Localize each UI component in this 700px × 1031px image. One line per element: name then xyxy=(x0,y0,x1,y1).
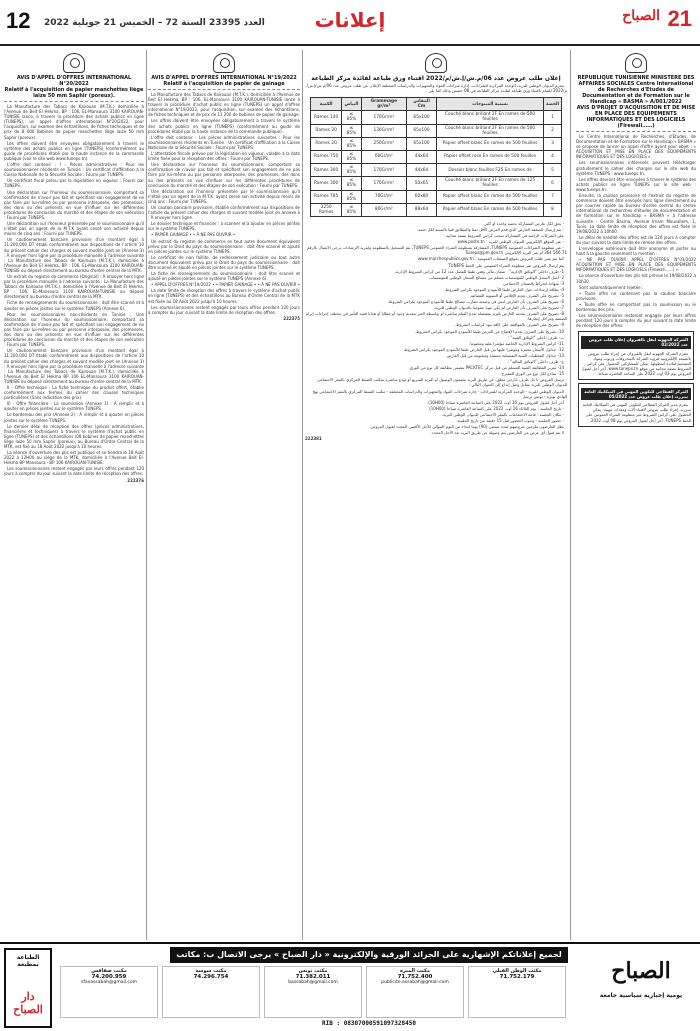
office-title: مكتب الوطن القبلي xyxy=(492,968,542,974)
paragraph: 4- بطاقة إرشادات حول العارض طبقا للأنموذج الموجود بكراس الشروط. xyxy=(444,286,564,292)
paragraph: Un extrait du registre de commerce (Original) : À envoyer hors ligne par la procédure manuelle à l'adresse suivante : La Manufacture des Tabacs de Kairouan (M.T.K.), domiciliée à l'Avenue de Beit El Hekma, BP : 106, EL-Mansoura 3100 KAIROUAN-TUNISIE ou déposé directement au bureau d'ordre central de la MTK. xyxy=(4,274,144,300)
table-cell: 88x64 xyxy=(406,203,436,216)
paragraph: L'attestation fiscale prévue par la législation en vigueur, valable à la date limite fixée pour la réception des offres : Fourni par TUNEPS. xyxy=(148,151,300,162)
table-cell: 130Gr/m² xyxy=(361,124,406,137)
table-cell: 80Gr/m² xyxy=(361,203,406,216)
emblem-icon xyxy=(63,53,85,73)
office-card xyxy=(264,966,362,1018)
table-cell: 3 xyxy=(543,137,561,150)
paragraph: Sont automatiquement rejetée : xyxy=(579,284,644,290)
emblem-icon xyxy=(425,53,447,73)
paragraph: L'offre doit contenir : Les pièces administratives suivantes : Pour les soumissionnaires résidents en Tunisie : Un certificat d'affiliation à la Caisse Nationale de la Sécurité Sociale : Fourni par TUNEPS. xyxy=(148,134,300,150)
paragraph: Une déclaration sur l'honneur du soumissionnaire, comportant sa confirmation de n'avoir pas fait et spécifiant son engagement de ne pas faire par lui-même ou par personne interposée, des promesses, des dons ou des présents en vue d'influer sur les différentes procédures de conclusion du marché et des étapes de son exécution : Fourni par TUNEPS. xyxy=(4,189,144,220)
paragraph: Pour les soumissionnaires non-résidents en Tunisie : Une déclaration sur l'honneur du soumissionnaire, comportant sa confirmation de n'avoir pas fait et spécifiant son engagement de ne pas faire par lui-même ou par personne interposée, des promesses, des dons ou des présents en vue d'influer sur les différentes procédures de conclusion du marché et des étapes de son exécution : Fourni par TUNEPS. xyxy=(4,311,144,348)
table-cell: 70Gr/m² xyxy=(361,190,406,203)
paragraph: الديوان الوطني للبريد - الوحدة المركزية للشراءات - إدارة شراءات المواد والتجهيزات والدراسات المختلفة - مكتب الضبط المركزي بالمقر الاجتماعي نهج الهادي نويرة - تونس ترسل xyxy=(312,388,567,399)
table-cell: 44x64 xyxy=(406,150,436,163)
paragraph: Les soumissionnaires resteront engagés par leurs offres pendant 120 jours à compter du jour suivant la date limite de réception des offres. xyxy=(576,313,696,329)
paragraph: يظل العارضون ملزمين بعروضهم لمدة تسعين (90) يوما ابتداء من اليوم الموالي للأجل الأقصى المحدد لقبول العروض. xyxy=(369,424,564,430)
table-row xyxy=(311,111,562,124)
table-row xyxy=(311,190,562,203)
ad-text: يعتزم مدير المركز القطاعي للتكوين المهني في الميكانيك العامة ببنزرت إجراء طلب عروض لاقتناء آلات ومعدات مهنية. يمكن الحصول على كراس الشروط عبر منظومة الشراء العمومي على الخط TUNEPS. آخر أجل لقبول العروض يوم 08 أوت 2022. xyxy=(582,402,691,423)
office-title: مكتب تونس xyxy=(298,968,328,974)
paragraph: • APPEL D'OFFRES N°19/2022 • • PAPIER GAINAGE • • À NE PAS OUVRIR • xyxy=(151,282,300,288)
column-divider xyxy=(570,50,571,940)
paragraph: Le bordereau des prix (Annexe 2) : À remplir et à ajouter en pièces jointes sur le système TUNEPS. xyxy=(4,412,144,423)
paragraph: Les offres devront être envoyées à travers le système des achats publics en ligne TUNEPS sur le site web : www.tuneps.tn. xyxy=(576,176,696,192)
paragraph: La séance d'ouverture des plis est prévue le 19/08/2022 à 10h30. xyxy=(576,273,696,284)
paragraph: Un certificat fiscal prévu par la législation en vigueur : Fourni par TUNEPS. xyxy=(4,178,144,189)
paragraph: La date limite de réception des offres à travers le système d'achat public en ligne (TUNEPS) et des échantillons au Bureau d'Ordre Central de la MTK est fixée au 18 Août 2022 jusqu'à 10 heures. xyxy=(148,288,300,304)
logo-tag: الطباعة بمطبعة xyxy=(16,954,40,968)
office-title: مكتب صفاقس xyxy=(91,968,127,974)
paragraph: 10- تصريح على الشرف بعدم الإفصاح عن العرض طبقا للأنموذج الموجود بكراس الشروط. xyxy=(414,328,564,334)
office-phone: 71.752.400 xyxy=(397,974,433,980)
table-row xyxy=(311,124,562,137)
paragraph: L'enveloppe extérieure doit être anonyme et porter au haut à la gauche seulement la mention : xyxy=(576,245,696,257)
paragraph: Fiche de renseignements du soumissionnaire : doit être scanné et à ajouter en pièces jointes sur le système TUNEPS (Annexe 6). xyxy=(4,300,144,311)
table-cell: 1 xyxy=(543,111,561,124)
transport-ad xyxy=(578,331,694,380)
table-header-cell: الحصة xyxy=(543,98,561,111)
paragraph: Une déclaration sur l'honneur présentée par le soumissionnaire qu'il n'était pas un agent de la M.T.K. ayant cessé son activité depuis moins de cinq ans : Fourni par TUNEPS. xyxy=(148,188,300,204)
paragraph: L'offre doit contenir : I - Pièces administratives : Pour les soumissionnaires résidents en Tunisie : Un certificat d'affiliation à la Caisse Nationale de la Sécurité Sociale : Fourni par TUNEPS. xyxy=(4,162,144,178)
table-header-cell: تسمية المنتوجات xyxy=(437,98,544,111)
lots-table xyxy=(310,97,562,217)
table-cell: ≥ 85% xyxy=(342,164,362,177)
training-center-ad xyxy=(578,383,694,427)
notice-body xyxy=(148,92,300,315)
page-header xyxy=(0,0,700,46)
table-cell: 3250 Rames xyxy=(311,203,342,216)
paragraph: - يتم إرسال الصفقة العارض الذي قدم العرض الأقل ثمنا والمطابق فنيا بالنسبة لكل حصة. xyxy=(416,226,564,232)
table-cell: ≥ 85% xyxy=(342,177,362,190)
tender-notice-06-2022 xyxy=(305,50,567,940)
newspaper-logo: الصباح xyxy=(622,8,660,24)
office-email: publicite.assabah@gmail.com xyxy=(381,980,449,985)
notice-subtitle: Relatif à l'acquisition de papier manchettes liège laize 50 mm Saphir (poreux). xyxy=(4,87,144,99)
table-cell: 300 Rames xyxy=(311,164,342,177)
table-cell: Papier offset rose En rames de 500 feuilles xyxy=(437,150,544,163)
table-cell: ≥ 85% xyxy=(342,150,362,163)
table-cell: ≥ 85% xyxy=(342,190,362,203)
paragraph: 14- تقرير المطابقة الفنية المسلم من قبل مركز PACKTEC يتضمن مطابقة كل نوع من الورق. xyxy=(408,365,564,371)
paragraph: - مكان الجلسة : قاعة الاجتماعات بالمقر الاجتماعي للديوان الوطني للبريد. xyxy=(441,411,564,417)
paragraph: 15- نماذج لكل نوع من الورق المقترح. xyxy=(500,371,564,377)
tender-notice-19-2022 xyxy=(148,50,300,940)
office-email: bassabah@gmail.com xyxy=(288,980,338,985)
left-footer-logo xyxy=(4,948,52,1028)
paragraph: كما يتم نشر طلب العروض بموقع الصفقات العمومية : www.marchespublics.gov.tn xyxy=(418,256,564,262)
table-row xyxy=(311,203,562,216)
table-cell: 170Gr/m² xyxy=(361,177,406,190)
ad-title: المركز القطاعي للتكوين المهني في الميكانيك العامة ببنزرت إعلان طلب عروض عدد 05/2022 xyxy=(581,388,691,400)
table-cell: 60x80 xyxy=(406,190,436,203)
table-cell: ≥ 85% xyxy=(342,203,362,216)
paragraph: Le dossier technique et financier : à scanner et à ajouter en pièces jointes sur le système TUNEPS. xyxy=(148,221,300,232)
paragraph: على الشركات الراغبة في المشاركة سحب كراس الشروط بصفة مجانية : xyxy=(443,233,564,239)
office-phone: 74.200.959 xyxy=(91,974,127,980)
paragraph: Les soumissionnaires intéressés peuvent télécharger gratuitement le cahier des charges sur le site web du système TUNEPS : www.tuneps.tn. xyxy=(576,160,696,176)
table-cell: 170Gr/m² xyxy=(361,111,406,124)
paragraph: La Manufacture des Tabacs de Kairouan (M.T.K.) domiciliée à l'Avenue de Beit El Hekma, BP : 106, EL-Mansoura 3100 KAIROUAN-TUNISIE lance, à travers la procédure des achats publics en ligne (TUNEPS), un appel d'offres international N°20/2022, pour l'acquisition, sur examen des échantillons, de fiches techniques et de prix de 8 000 Bobines de papier manchettes liège laize 50 mm Saphir (poreux). xyxy=(4,104,144,140)
table-body xyxy=(311,111,562,217)
table-cell: 65x100 xyxy=(406,137,436,150)
paragraph: يتم إرسال العروض عبر منظومة الشراء العمومي على الخط TUNEPS xyxy=(448,262,564,268)
footer-code: 222376 xyxy=(127,477,144,483)
table-cell: 20 Rames xyxy=(311,137,342,150)
table-cell: 140 Rames xyxy=(311,111,342,124)
table-row xyxy=(311,177,562,190)
table-cell: 8 xyxy=(543,203,561,216)
notice-intro: يعتزم الديوان الوطني للبريد، الوحدة المركزية للشراءات، إدارة شراءات المواد والتجهيزات والدراسات المختلفة الإعلان عن طلب عروض عدد 06/م.ش/إ.ش/م/2022 للقيام باقتناء ورق طباعة لفائدة مركز الطباعة في 08 حصص وذلك كما يلي : xyxy=(306,83,567,94)
emblem-icon xyxy=(625,53,647,73)
table-cell: 65x100 xyxy=(406,124,436,137)
column-divider xyxy=(146,50,147,940)
paragraph: - عبر الموقع الإلكتروني للديوان الوطني للبريد : www.poste.tn xyxy=(457,239,564,245)
page-number: 12 xyxy=(6,8,31,33)
table-cell: 250Gr/m² xyxy=(361,137,406,150)
paragraph: ج- ظرف داخلي "الوثائق المالية" : xyxy=(507,359,564,365)
paragraph: 11- كراس الشروط الإدارية الخاصة مؤشرا عليه ومختوما. xyxy=(469,340,564,346)
paragraph: Un caution bancaire provisoire, établie conformément aux dispositions de l'article du présent cahier des charges et suivant modèle joint en annexe à : À envoyer hors ligne. xyxy=(148,204,300,221)
paragraph: 9- تصريح على الشرف بالموافقة على كافة بنود كراسات الشروط. xyxy=(454,322,564,328)
paragraph: - تاريخ الجلسة : يوم الثلاثاء 16 أوت 2022 على الساعة العاشرة صباحا (10H00). xyxy=(427,405,564,411)
table-cell: 60Gr/m² xyxy=(361,150,406,163)
paragraph: La séance d'ouverture des plis est publique et se tiendra le 18 Août 2022 à 12H00 au siège de la MTK, domiciliée à l'Avenue Beit El-Hekma BP Mansoura - BP 106 KAIROUAN-TUNISIE. xyxy=(4,450,144,466)
paragraph: - يحق لكل عارض المشاركة بحصة واحدة أو أكثر. xyxy=(483,220,564,226)
tender-notice-20-2022 xyxy=(4,50,144,940)
paragraph: Les soumissionnaires restent engagés par leurs offres pendant 120 jours à compter du jour suivant la date limite de réception des offres. xyxy=(148,304,300,315)
paragraph: 6- تصريح على الشرف بأن العارض ليس في وضعية تضارب مصالح طبقا للأنموذج الموجود بكراس الشروط. xyxy=(387,299,564,305)
table-cell: 6 xyxy=(543,177,561,190)
notice-body xyxy=(305,221,567,435)
office-email: sfaxassabah@gmail.com xyxy=(80,980,138,985)
divider xyxy=(576,131,696,132)
office-card xyxy=(162,966,260,1018)
page-number-right: 21 xyxy=(667,6,692,31)
table-header-cell: البياض xyxy=(342,98,362,111)
paragraph: Le dernier délai de réception des offres (pièces administratives, financières et techniques) à travers le système d'achat public en ligne (TUNEPS) et des échantillons (08 bobines de papier manchettes liège laize 50 mm Saphir (poreux), au Bureau d'Ordre Central de la MTK, est fixé au 18 Août 2022 jusqu'à 10 heures. xyxy=(4,423,144,449)
table-cell: Papier offset blanc En rames de 500 feuilles xyxy=(437,203,544,216)
divider xyxy=(4,101,144,102)
table-cell: 2 xyxy=(543,124,561,137)
paragraph: - عبر منظومة الشراءات العمومية TUNEPS، المشاركة بمنظومة الشراء العمومي TUNEPS، يتم التسجيل بالمنظومة ولمزيد الإرشادات يرجى الاتصال بالرقم 71 566 364 أو عبر البريد الإلكتروني Tuneps@pm.gov.tn xyxy=(306,245,567,256)
paragraph: Les offres doivent être envoyées obligatoirement à travers le système des achats publics en ligne (TUNEPS) (conformément au guide de procédures établi par la haute instance de la commande publique (voir le site web www.tuneps.tn). xyxy=(4,140,144,161)
office-title: مكتب المنزه xyxy=(399,968,431,974)
office-card xyxy=(366,966,464,1018)
logo-text: الصباح xyxy=(611,958,671,984)
logo-tag: يومية إخبارية سياسية جامعة xyxy=(599,992,683,999)
paragraph: Le Centre International de Recherches, d'Etudes, de Documentation et de Formation sur le Handicap « BASMA » se propose de lancer un appel d'offre ayant pour objet : « ACQUISITION ET MISE EN PLACE DES EQUIPEMENTS INFORMATIQUES ET DES LOGICIELS ». xyxy=(576,134,696,160)
notice-title: REPUBLIQUE TUNISIENNE MINISTERE DES AFFAIRES SOCIALES Centre International de Recherches d'Etudes de Documentation et de Formation sur le Handicap « BASMA » A/001/2022 xyxy=(577,75,695,105)
paragraph: 12- جداول الأسعار معمرة ومؤشرا عليها من قبل العارض طبقا للأنموذج الموجود بكراس الشروط. xyxy=(402,346,564,352)
table-cell: Dossier blanc feuilles F25 En rames de xyxy=(437,164,544,177)
right-notices xyxy=(576,50,696,940)
table-cell: 65x100 xyxy=(406,111,436,124)
table-cell: ≥ 85% xyxy=(342,124,362,137)
notice-title: إعلان طلب عروض عدد 06/م.ش/إ.ش/م/2022 اقتناء ورق طباعة لفائدة مركز الطباعة xyxy=(311,75,561,82)
paragraph: Un cautionnement bancaire provisoire d'un montant égal à 11.200,000 DT établi conformément aux dispositions de l'article 10 du présent cahier des charges et suivant modèle joint en (Annexe 3) : À envoyer hors ligne par la procédure manuelle à l'adresse suivante : La Manufacture des Tabacs de Kairouan (M.T.K.), domiciliée à l'Avenue de Beit El Hekma BP 106 EL-Mansoura 3100 KAIROUAN-TUNISIE ou déposé directement au bureau d'ordre central de la MTK. xyxy=(4,348,144,384)
paragraph: Un cautionnement bancaire provisoire d'un montant égal à 11.200,000 DT établi conformément aux dispositions de l'article 10 du présent cahier des charges et suivant modèle joint en (Annexe 3) : À envoyer hors ligne par la procédure manuelle à l'adresse suivante : La Manufacture des Tabacs de Kairouan (M.T.K.), domiciliée à l'Avenue de Beit El Hekma, BP : 106, EL-Mansoura 3100 KAIROUAN-TUNISIE ou déposé directement au bureau d'ordre central de la MTK. xyxy=(4,237,144,273)
table-row xyxy=(311,164,562,177)
paragraph: لا يتم قبول أي عرض من العارضين يتم وصوله عن طريق البريد بعد الأجل المحدد. xyxy=(430,430,564,436)
table-cell: Couché blanc brillant 2F En rames de 500 feuilles xyxy=(437,111,544,124)
office-card xyxy=(468,966,566,1018)
paragraph: 8- تصريح على الشرف يقدمه العارض يلتزم بمقتضاه بعدم القيام مباشرة أو بواسطة الغير بتقديم وعود أو عطايا أو هدايا قصد التأثير في مختلف إجراءات إبرام الصفقة ومراحل إنجازها. xyxy=(305,311,567,322)
paragraph: • Toute offre ne contenant pas la caution bancaire provisoire. xyxy=(576,290,696,301)
paragraph: « NE PAS OUVRIR APPEL D'OFFRES N°03/2022 ACQUISITION ET MISE EN PLACE DES EQUIPEMENTS INFORMATIQUES ET DES LOGICIELS (Firewall……) ». xyxy=(576,257,696,273)
table-cell: Couché blanc brillant 2F En rames de 125 feuilles xyxy=(437,177,544,190)
office-card xyxy=(60,966,158,1018)
table-cell: ≥ 85% xyxy=(342,111,362,124)
paragraph: ب- ظرف داخلي "الوثائق الفنية" : xyxy=(507,334,564,340)
table-cell: ≥ 85% xyxy=(342,137,362,150)
paragraph: آخر أجل لقبول العروض يوم 16 أوت 2022 على الساعة العاشرة صباحا (10H00). xyxy=(426,399,564,405)
paragraph: Ensuite, la caution provisoire et l'extrait du registre de commerce doivent être envoyés hors ligne directement ou par courrier rapide au bureau d'ordre central du centre international de recherches d'études de documentation et de formation sur le handicap « BASMA » à l'adresse suivante : Centre Basma, Avenue Imam Mousallem, 1, Tunis. La date limite de réception des offres est fixée le 19/08/2022 à 10h00. xyxy=(576,193,696,234)
table-cell: 5 xyxy=(543,164,561,177)
table-cell: 785 Rames xyxy=(311,190,342,203)
office-phone: 74.296.754 xyxy=(193,974,229,980)
issue-date: العدد 23395 السنة 72 – الخميس 21 جويلية 2022 xyxy=(44,18,265,28)
emblem-icon xyxy=(213,53,235,73)
footer-code: 222375 xyxy=(283,315,300,321)
ad-title: الشركة الجهوية لنقل بالقيروان إعلان طلب عروض عدد 02/2022 xyxy=(581,336,691,348)
notice-body xyxy=(4,104,144,477)
office-phone: 71.382.011 xyxy=(295,974,331,980)
table-row xyxy=(311,150,562,163)
paragraph: 7- تصريح على الشرف بأن العارض لم يكن عونا عموميا بالديوان الوطني للبريد. xyxy=(433,305,564,311)
paragraph: Un extrait du registre de commerce en tout autre document équivalent prévu par le Droit du pays du soumissionnaire : doit être scanné et ajouté en pièces jointes sur le système TUNEPS. xyxy=(148,238,300,254)
table-header-row xyxy=(311,98,562,111)
paragraph: 2- أصل السجل الوطني للمؤسسات مسلم من مصالح السجل الوطني للمؤسسات. xyxy=(428,274,564,280)
paragraph: III - Offre financière : La soumission (Annexe 1) : À remplir et à ajouter en pièces jointes sur le système TUNEPS. xyxy=(4,401,144,412)
paragraph: Le délai de validité des offres est de 120 jours à compter du jour suivant la date limite de remise des offres. xyxy=(576,234,696,245)
paragraph: ترسل العروض داخل ظرف خارجي مغلق، عن طريق البريد مضمون الوصول أو البريد السريع أو تودع مباشرة بمكتب الضبط المركزي بالمقر الاجتماعي للديوان الوطني للبريد مقابل وصل إيداع إلى العنوان التالي : xyxy=(317,377,567,388)
advertising-banner: لجميع إعلاناتكم الإشهارية على الجرائد الورقية والإلكترونية « دار الصباح » يرجى الاتصال ب: مكاتب الإشهار xyxy=(170,947,568,963)
paragraph: • Toute offre ne comportant pas la soumission ou le bordereau des prix. xyxy=(576,301,696,312)
table-header-cell: المقاس Cm xyxy=(406,98,436,111)
paragraph: - حضور الجلسة : وجوب الحضور قبل 15 دقيقة من تاريخ الجلسة. xyxy=(456,417,564,423)
paragraph: Les offres doivent être envoyées obligatoirement à travers le système des achats publics en ligne (TUNEPS) (conformément au guide de procédures établi par la haute instance de la commande publique). xyxy=(148,118,300,134)
notice-subtitle: Relatif à l'acquisition de papier de gainage xyxy=(163,81,285,87)
ad-text: تعتزم الشركة الجهوية لنقل بالقيروان عن إجراء طلب عروض بالصيغة الإلكترونية لتزويد الشركة بالمحروقات وزيوت ومواد التشحيم لفائدة أسطولها. يمكن للمشاركين الحصول على كراس الشروط بصفة مجانية من موقع www.tuneps.tn. آخر أجل لقبول العروض يوم 03 أوت 2022 على الساعة العاشرة صباحا. xyxy=(581,350,691,376)
right-footer-logo xyxy=(586,948,696,1028)
paragraph: 1- طرف داخلي "الوثائق الإدارية" : ضمان مالي وقتي طبقا للفصل عدد 12 من كراس الشروط الإدارية. xyxy=(394,268,564,274)
paragraph: II - Offre technique : La fiche technique du produit offert, établie conformément aux termes du cahier des clauses techniques particulières (Sans indication des prix). xyxy=(4,384,144,401)
paragraph: Les soumissionnaires restent engagés par leurs offres pendant 120 jours à compter du jour suivant la date limite de réception des offres. xyxy=(4,466,144,477)
paragraph: Une déclaration sur l'honneur du soumissionnaire, comportant sa confirmation de n'avoir pas fait et spécifiant son engagement de ne pas faire par lui-même ou par personne interposée, des promesses, des dons ou des présents en vue d'influer sur les différentes procédures de conclusion du marché et des étapes de son exécution : Fourni par TUNEPS. xyxy=(148,162,300,188)
section-title: إعلانات xyxy=(314,8,386,32)
notice-title: AVIS D'APPEL D'OFFRES INTERNATIONAL N°20/2022 xyxy=(16,75,132,87)
logo-text: دار الصباح xyxy=(13,990,43,1016)
paragraph: 3- شهادة انخراط بالضمان الاجتماعي. xyxy=(501,280,564,286)
table-row xyxy=(311,137,562,150)
table-cell: Papier offset blanc En rames de 500 feuilles xyxy=(437,190,544,203)
table-cell: Papier offset blanc En rames de 500 feuilles xyxy=(437,137,544,150)
paragraph: 13- جداول المعطيات الفنية التفصيلية ممضاة ومختومة من قبل العارض. xyxy=(445,352,564,358)
table-header-cell: Grammage gr/m² xyxy=(361,98,406,111)
paragraph: Une déclaration sur l'honneur présentée par le soumissionnaire qu'il n'était pas un agent de la M.T.K ayant cessé son activité depuis moins de cinq ans : Fourni par TUNEPS. xyxy=(4,221,144,237)
column-divider xyxy=(302,50,303,940)
table-cell: Couché blanc brillant 2F En rames de 500 feuilles xyxy=(437,124,544,137)
page-footer xyxy=(0,942,700,1031)
paragraph: • PAPIER GAINAGE • • À NE PAS OUVRIR • xyxy=(151,232,236,238)
rib-line: RIB : 08307000591097328450 xyxy=(322,1020,416,1027)
table-cell: 300 Rames xyxy=(311,177,342,190)
table-cell: 20 Rames xyxy=(311,124,342,137)
table-header-cell: الكمية xyxy=(311,98,342,111)
office-title: مكتب سوسة xyxy=(195,968,227,974)
table-cell: 7 xyxy=(543,190,561,203)
notice-subtitle: AVIS D'PROJET D'ACQUISITION ET DE MISE EN PLACE DES EQUIPEMENTS INFORMATIQUES ET DES LOGICIELS (Firewall……) xyxy=(576,105,696,129)
notice-body xyxy=(576,134,696,328)
table-cell: 4 xyxy=(543,150,561,163)
table-cell: 50x65 xyxy=(406,177,436,190)
divider xyxy=(148,89,300,90)
table-cell: 170Gr/m² xyxy=(361,164,406,177)
table-cell: 750 Rames xyxy=(311,150,342,163)
notice-title: AVIS D'APPEL D'OFFRES INTERNATIONAL N°19/2022 xyxy=(151,75,297,81)
office-phone: 71.752.179 xyxy=(499,974,535,980)
paragraph: La fiche de renseignements du soumissionnaire : doit être scanné et ajouté en pièces jointes sur le système TUNEPS (Annexe 6). xyxy=(148,271,300,282)
paragraph: 5- تصريح على الشرف بعدم الإفلاس أو التسوية القضائية. xyxy=(469,293,564,298)
footer-code: 222381 xyxy=(305,436,322,442)
paragraph: La Manufacture des Tabacs de Kairouan (M.T.K.), domiciliée à l'Avenue de Beit El Hekma, BP : 106, EL-Mansoura 3100 KAIROUAN-TUNISIE lance à travers la procédure d'achat public en ligne (TUNEPS) un appel d'offres international N°19/2022, pour l'acquisition, sur examen des échantillons, de fiches techniques et de prix de 11 200 de bobines de papier de gainage. xyxy=(148,92,300,118)
table-cell: 44x64 xyxy=(406,164,436,177)
paragraph: Le certificat de non faillite, de redressement judiciaire ou tout autre document équivalent prévu par le Droit du pays du soumissionnaire : doit être scanné et ajouté en pièces jointes sur le système TUNEPS. xyxy=(148,254,300,270)
